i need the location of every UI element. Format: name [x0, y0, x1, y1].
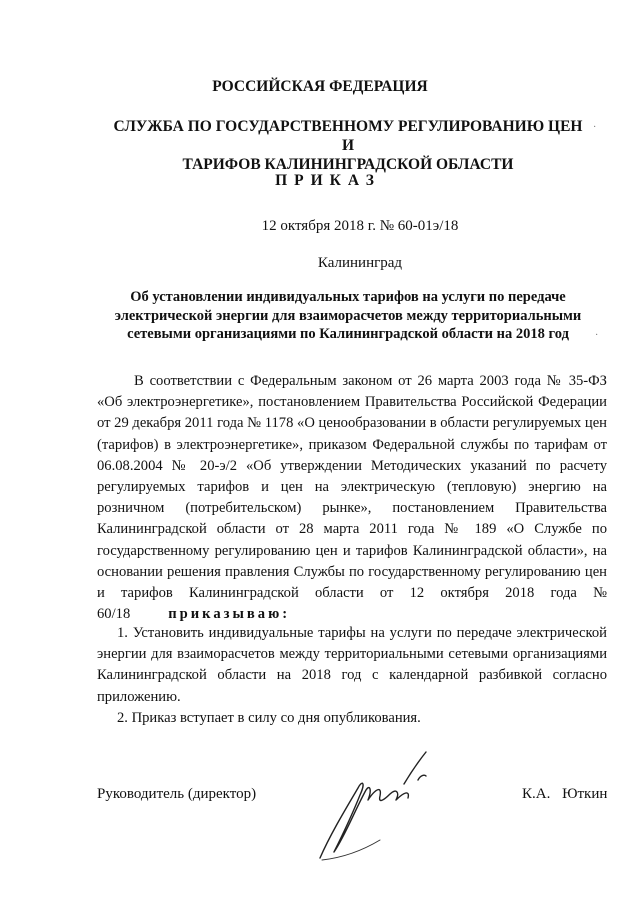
scan-mark: ·	[593, 122, 597, 133]
preamble-text: В соответствии с Федеральным законом от 26 марта 2003 года № 35-ФЗ «Об электроэнергетике», постановлением Правительства Российской Федерации от 29 декабря 2011 года № 1178 «О ценообразовании в области регулируемых цен (тарифов) в электроэнергетике», приказом Федеральной службы по тарифам от 06.08.2004 № 20-э/2 «Об утверждении Методических указаний по расчету регулируемых тарифов и цен на электрическую (тепловую) энергию на розничном (потребительском) рынке», постановлением Правительства Калининградской области от 28 марта 2011 года № 189 «О Службе по государственному регулированию цен и тарифов Калининградской области», на основании решения правления Службы по государственному регулированию цен и тарифов Калининградской области от 12 октября 2018 года № 60/18	[97, 373, 607, 623]
order-city: Калининград	[317, 255, 403, 271]
header-service-name	[108, 117, 588, 174]
order-item-2: 2. Приказ вступает в силу со дня опубликования.	[117, 710, 421, 726]
signatory-title: Руководитель (директор)	[97, 786, 257, 802]
header-federation: РОССИЙСКАЯ ФЕДЕРАЦИЯ	[212, 78, 428, 95]
order-subject-line-2: электрической энергии для взаиморасчетов между территориальными	[114, 307, 582, 324]
header-service-line-2: ТАРИФОВ КАЛИНИНГРАДСКОЙ ОБЛАСТИ	[182, 156, 514, 173]
signatory-name: К.А. Юткин	[522, 786, 608, 802]
order-directive: приказываю:	[168, 606, 291, 623]
handwritten-signature	[300, 740, 450, 870]
order-subject-line-3: сетевыми организациями по Калининградской области на 2018 год	[127, 326, 569, 342]
order-item-1: 1. Установить индивидуальные тарифы на услуги по передаче электрической энергии для взаиморасчетов между территориальными сетевыми организациями Калининградской области на 2018 год с календарной разбивкой согласно приложению.	[97, 625, 607, 705]
order-subject	[108, 288, 588, 344]
scan-mark: ·	[595, 330, 599, 341]
order-subject-line-1: Об установлении индивидуальных тарифов на услуги по передаче	[130, 289, 566, 305]
order-date-number: 12 октября 2018 г. № 60-01э/18	[261, 218, 459, 234]
document-type: ПРИКАЗ	[275, 172, 381, 189]
header-service-line-1: СЛУЖБА ПО ГОСУДАРСТВЕННОМУ РЕГУЛИРОВАНИЮ ЦЕН И	[113, 118, 583, 154]
preamble-paragraph	[97, 371, 607, 625]
